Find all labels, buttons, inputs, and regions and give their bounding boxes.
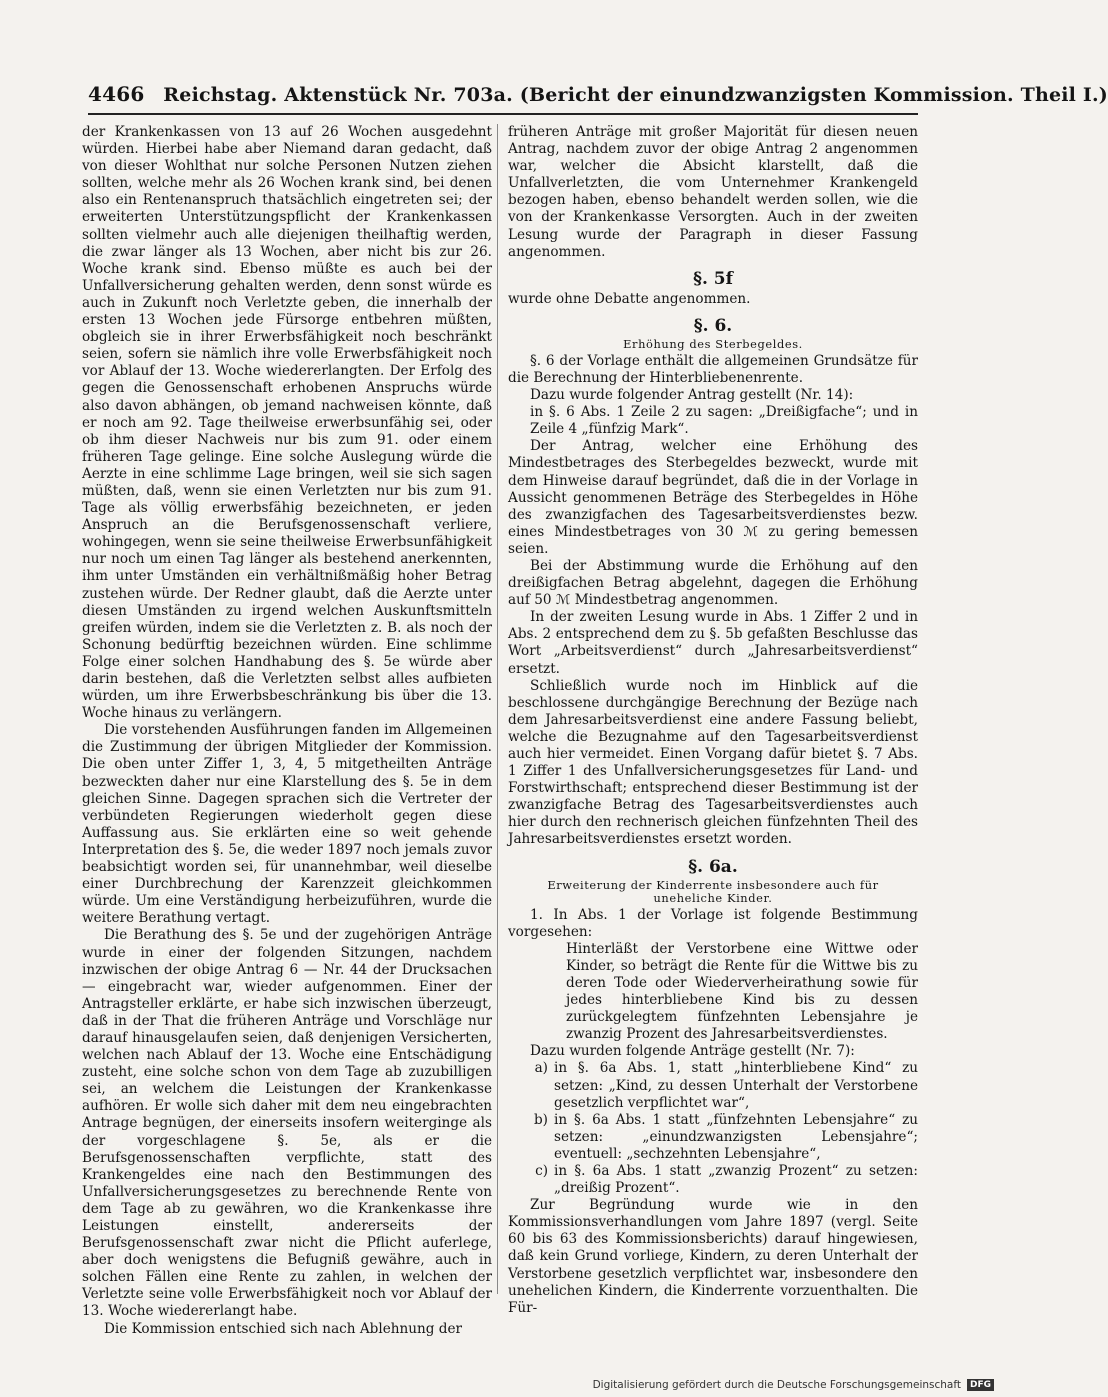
section-heading-6a: §. 6a. [688, 856, 738, 877]
left-column [82, 124, 492, 1338]
item-text: in §. 6a Abs. 1, statt „hinterbliebene Kind“ zu setzen: „Kind, zu dessen Unterhalt der Verstorbene gesetzlich verpflichtet war“, [554, 1060, 918, 1111]
right-paragraph-1: früheren Anträge mit großer Majorität für diesen neuen Antrag, nachdem zuvor der obige Antrag 2 angenommen war, welcher die Absicht klarstellt, daß die Unfallverletzten, die vom Unternehmer Krankengeld bezogen haben, ebenso behandelt werden sollen, wie die von der Krankenkasse Versorgten. Auch in der zweiten Lesung wurde der Paragraph in dieser Fassung angenommen. [508, 124, 918, 260]
section-6-paragraph: Schließlich wurde noch im Hinblick auf die beschlossene durchgängige Berechnung der Bezüge nach dem Jahresarbeitsverdienst eine andere Fassung beliebt, welche die Bezugnahme auf den Tagesarbeitsverdienst auch hier vermeidet. Einen Vorgang dafür bietet §. 7 Abs. 1 Ziffer 1 des Unfallversicherungsgesetzes für Land- und Forstwirthschaft; entsprechend dieser Bestimmung ist der zwanzigfache Betrag des Tagesarbeitsverdienstes auch hier durch den rechnerisch gleichen fünfzehnten Theil des Jahresarbeitsverdienstes ersetzt worden. [508, 677, 918, 848]
section-6-paragraph: In der zweiten Lesung wurde in Abs. 1 Ziffer 2 und in Abs. 2 entsprechend dem zu §. 5b gefaßten Beschlusse das Wort „Arbeitsverdienst“ durch „Jahresarbeitsverdienst“ ersetzt. [508, 609, 918, 677]
column-divider [497, 124, 498, 1294]
section-6-paragraph: Dazu wurde folgender Antrag gestellt (Nr. 14): [530, 387, 854, 404]
motion-item [508, 1060, 918, 1111]
item-marker: c) [535, 1162, 548, 1179]
left-paragraph-3: Die Berathung des §. 5e und der zugehörigen Anträge wurde in einer der folgenden Sitzungen, nachdem inzwischen der obige Antrag 6 — Nr. 44 der Drucksachen — eingebracht war, wieder aufgenommen. Einer der Antragsteller erklärte, er habe sich inzwischen überzeugt, daß in der That die früheren Anträge und Vorschläge nur darauf hinausgelaufen seien, daß denjenigen Versicherten, welchen nach Ablauf der 13. Woche eine Entschädigung zusteht, eine solche schon von dem Tage ab zuzubilligen sei, an welchem die Leistungen der Krankenkasse aufhören. Er wolle sich daher mit dem neu eingebrachten Antrage begnügen, der einerseits insofern weiterginge als der vorgeschlagene §. 5e, als er die Berufsgenossenschaften verpflichte, statt des Krankengeldes eine nach den Bestimmungen des Unfallversicherungsgesetzes zu berechnende Rente von dem Tage ab zu gewähren, wo die Krankenkasse ihre Leistungen einstellt, andererseits der Berufsgenossenschaft zwar nicht die Pflicht auferlege, aber doch wenigstens die Befugniß gewähre, auch in solchen Fällen eine Rente zu zahlen, in welchen der Verletzte seine volle Erwerbsfähigkeit noch vor Ablauf der 13. Woche wiedererlangt habe. [82, 927, 492, 1320]
section-6-paragraph: §. 6 der Vorlage enthält die allgemeinen Grundsätze für die Berechnung der Hinterbliebenenrente. [508, 352, 918, 386]
right-column [508, 124, 918, 1317]
section-6a-paragraph: Dazu wurden folgende Anträge gestellt (Nr. 7): [530, 1043, 855, 1060]
left-paragraph-2: Die vorstehenden Ausführungen fanden im Allgemeinen die Zustimmung der übrigen Mitglieder der Kommission. Die oben unter Ziffer 1, 3, 4, 5 mitgetheilten Anträge bezweckten daher nur eine Klarstellung des §. 5e in dem gleichen Sinne. Dagegen sprachen sich die Vertreter der verbündeten Regierungen wiederholt gegen diese Auffassung aus. Sie erklärten eine so weit gehende Interpretation des §. 5e, die weder 1897 noch jemals zuvor beabsichtigt worden sei, für unannehmbar, weil dieselbe einer Durchbrechung der Karenzzeit gleichkommen würde. Um eine Verständigung herbeizuführen, wurde die weitere Berathung vertagt. [82, 722, 492, 927]
section-5f-text: wurde ohne Debatte angenommen. [508, 290, 751, 307]
section-heading-5f: §. 5f [693, 268, 733, 289]
section-6a-quote: Hinterläßt der Verstorbene eine Wittwe oder Kinder, so beträgt die Rente für die Wittwe bis zu deren Tode oder Wiederverheirathung sowie für jedes hinterbliebene Kind bis zu dessen zurückgelegtem fünfzehnten Lebensjahre je zwanzig Prozent des Jahresarbeitsverdienstes. [566, 940, 918, 1043]
digitization-footer [593, 1379, 994, 1391]
page-header [88, 82, 1108, 108]
section-6-paragraph: Der Antrag, welcher eine Erhöhung des Mindestbetrages des Sterbegeldes bezweckt, wurde mit dem Hinweise darauf begründet, daß die in der Vorlage in Aussicht genommenen Beträge des Sterbegeldes in Höhe des zwanzigfachen des Tagesarbeitsverdienstes bezw. eines Mindestbetrages von 30 ℳ zu gering bemessen seien. [508, 438, 918, 557]
section-6-paragraph: Bei der Abstimmung wurde die Erhöhung auf den dreißigfachen Betrag abgelehnt, dagegen die Erhöhung auf 50 ℳ Mindestbetrag angenommen. [508, 557, 918, 609]
page-number: 4466 [88, 82, 145, 106]
running-title: Reichstag. Aktenstück Nr. 703a. (Bericht der einundzwanzigsten Kommission. Theil I.) [163, 84, 1108, 106]
section-6a-paragraph: Zur Begründung wurde wie in den Kommissionsverhandlungen vom Jahre 1897 (vergl. Seite 60 bis 63 des Kommissionsberichts) darauf hingewiesen, daß kein Grund vorliege, Kindern, zu deren Unterhalt der Verstorbene gesetzlich verpflichtet war, insbesondere den unehelichen Kindern, die Kinderrente vorzuenthalten. Die Für- [508, 1197, 918, 1316]
motion-item [508, 1163, 918, 1197]
item-marker: b) [533, 1111, 548, 1128]
section-6-motion: in §. 6 Abs. 1 Zeile 2 zu sagen: „Dreißigfache“; und in Zeile 4 „fünfzig Mark“. [530, 404, 918, 438]
dfg-logo: DFG [967, 1379, 994, 1391]
header-rule [88, 113, 918, 115]
section-6a-paragraph: 1. In Abs. 1 der Vorlage ist folgende Bestimmung vorgesehen: [508, 906, 918, 940]
left-paragraph-4: Die Kommission entschied sich nach Ablehnung der [104, 1320, 463, 1337]
motion-item [508, 1112, 918, 1163]
section-6-subtitle: Erhöhung des Sterbegeldes. [623, 336, 803, 351]
left-paragraph-1: der Krankenkassen von 13 auf 26 Wochen ausgedehnt würden. Hierbei habe aber Niemand daran gedacht, daß von dieser Wohlthat nur solche Personen Nutzen ziehen sollten, welche mehr als 26 Wochen krank sind, bei denen also ein Rentenanspruch thatsächlich eingetreten sei; der erweiterten Unterstützungspflicht der Krankenkassen sollten vielmehr auch alle diejenigen theilhaftig werden, die zwar länger als 13 Wochen, aber nicht bis zur 26. Woche krank sind. Ebenso müßte es auch bei der Unfallversicherung gehalten werden, denn sonst würde es auch in Zukunft noch Verletzte geben, die innerhalb der ersten 13 Wochen jede Fürsorge entbehren müßten, obgleich sie in ihrer Erwerbsfähigkeit noch beschränkt seien, sofern sie nämlich ihre volle Erwerbsfähigkeit noch vor Ablauf der 13. Woche wiedererlangten. Der Erfolg des gegen die Genossenschaft erhobenen Anspruchs würde also davon abhängen, ob jemand nachweisen könnte, daß er noch am 92. Tage theilweise erwerbsunfähig sei, oder ob ihm dieser Nachweis nur bis zum 91. oder einem früheren Tage gelinge. Eine solche Auslegung würde die Aerzte in eine schlimme Lage bringen, weil sie sich sagen müßten, daß, wenn sie einen Verletzten nur bis zum 91. Tage als völlig erwerbsfähig bezeichneten, er jeden Anspruch an die Berufsgenossenschaft verliere, wohingegen, wenn sie seine theilweise Erwerbsunfähigkeit nur noch um einen Tag länger als bestehend anerkennten, ihm unter Umständen ein verhältnißmäßig hoher Betrag zustehen würde. Der Redner glaubt, daß die Aerzte unter diesen Umständen zu irgend welchen Auskunftsmitteln greifen würden, indem sie die Verletzten z. B. als noch der Schonung bedürftig bezeichnen würden. Eine schlimme Folge einer solchen Handhabung des §. 5e würde aber darin bestehen, daß die Verletzten selbst alles aufbieten würden, um ihre Erwerbsbeschränkung bis über die 13. Woche hinaus zu verlängern. [82, 124, 492, 722]
section-heading-6: §. 6. [693, 315, 733, 336]
section-6a-subtitle: Erweiterung der Kinderrente insbesondere auch für uneheliche Kinder. [547, 877, 879, 905]
item-text: in §. 6a Abs. 1 statt „fünfzehnten Lebensjahre“ zu setzen: „einundzwanzigsten Lebensjahre“; eventuell: „sechzehnten Lebensjahre“, [554, 1111, 918, 1162]
item-text: in §. 6a Abs. 1 statt „zwanzig Prozent“ zu setzen: „dreißig Prozent“. [554, 1162, 918, 1197]
item-marker: a) [534, 1060, 548, 1077]
footer-text: Digitalisierung gefördert durch die Deutsche Forschungsgemeinschaft [592, 1379, 961, 1391]
